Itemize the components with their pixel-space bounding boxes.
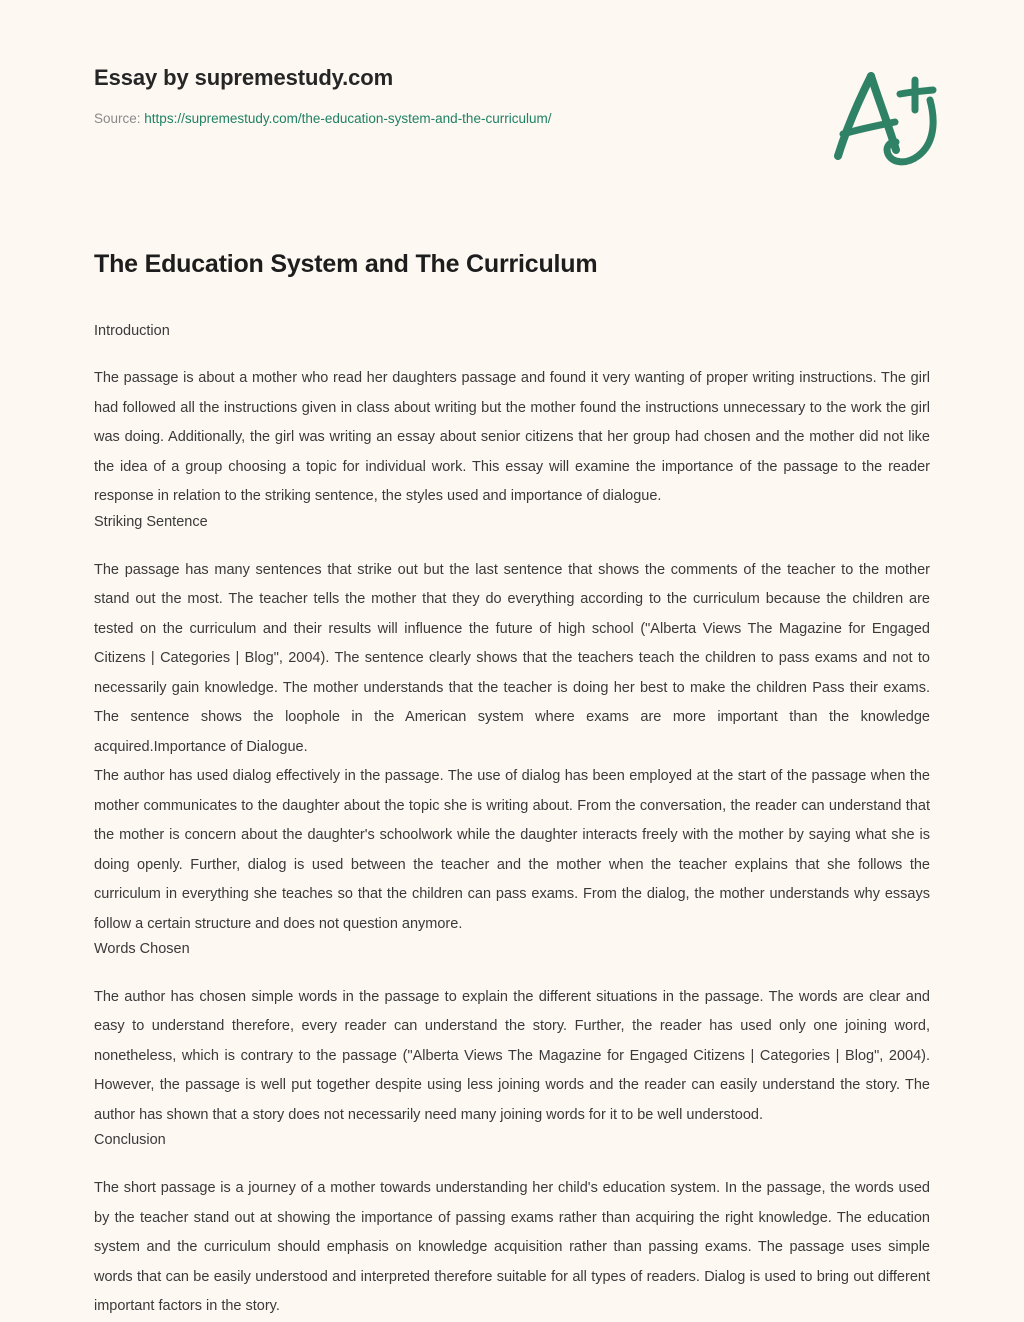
section-heading-striking-sentence: Striking Sentence	[94, 513, 208, 530]
section-words-chosen	[94, 939, 930, 1130]
source-line	[94, 110, 930, 129]
section-paragraph-striking-sentence: The passage has many sentences that strike out but the last sentence that shows the comments of the teacher to the mother stand out the most. The teacher tells the mother that they do everything according to the curriculum because the children are tested on the curriculum and their results will influence the future of high school ("Alberta Views The Magazine for Engaged Citizens | Categories | Blog", 2004). The sentence clearly shows that the teachers teach the children to pass exams and not to necessarily gain knowledge. The mother understands that the teacher is doing her best to make the children Pass their exams. The sentence shows the loophole in the American system where exams are more important than the knowledge acquired.Importance of Dialogue.	[94, 561, 930, 755]
site-title: Essay by supremestudy.com	[94, 65, 394, 90]
section-introduction	[94, 321, 930, 512]
section-paragraph-conclusion: The short passage is a journey of a mother towards understanding her child's education system. In the passage, the words used by the teacher stand out at showing the importance of passing exams rather than acquiring the right knowledge. The education system and the curriculum should emphasis on knowledge acquisition rather than passing exams. The passage uses simple words that can be easily understood and interpreted therefore suitable for all types of readers. Dialog is used to bring out different important factors in the story.	[94, 1180, 930, 1314]
section-importance-of-dialogue	[94, 762, 930, 939]
section-paragraph-introduction: The passage is about a mother who read her daughters passage and found it very wanting of proper writing instructions. The girl had followed all the instructions given in class about writing but the mother found the instructions unnecessary to the work the girl was doing. Additionally, the girl was writing an essay about senior citizens that her group had chosen and the mother did not like the idea of a group choosing a topic for individual work. This essay will examine the importance of the passage to the reader response in relation to the striking sentence, the styles used and importance of dialogue.	[94, 370, 930, 505]
page-title: The Education System and The Curriculum	[94, 250, 598, 278]
section-heading-words-chosen: Words Chosen	[94, 941, 190, 957]
source-url-link[interactable]: https://supremestudy.com/the-education-system-and-the-curriculum/	[144, 110, 552, 126]
section-paragraph-words-chosen: The author has chosen simple words in the passage to explain the different situations in the passage. The words are clear and easy to understand therefore, every reader can understand the story. Further, the reader has used only one joining word, nonetheless, which is contrary to the passage ("Alberta Views The Magazine for Engaged Citizens | Categories | Blog", 2004). However, the passage is well put together despite using less joining words and the reader can easily understand the story. The author has shown that a story does not necessarily need many joining words for it to be well understood.	[94, 988, 930, 1123]
section-heading-conclusion: Conclusion	[94, 1132, 166, 1149]
section-heading-introduction: Introduction	[94, 322, 170, 339]
section-striking-sentence	[94, 512, 930, 762]
site-header	[94, 64, 930, 128]
document-content	[94, 248, 930, 1322]
section-paragraph-importance-of-dialogue: The author has used dialog effectively in the passage. The use of dialog has been employed at the start of the passage when the mother communicates to the daughter about the topic she is writing about. From the conversation, the reader can understand that the mother is concern about the daughter's schoolwork while the daughter interacts freely with the mother by saying what she is doing openly. Further, dialog is used between the teacher and the mother when the teacher explains that she follows the curriculum in everything she teaches so that the children can pass exams. From the dialog, the mother understands why essays follow a certain structure and does not question anymore.	[94, 768, 930, 932]
a-plus-logo-icon	[816, 62, 946, 172]
section-conclusion	[94, 1130, 930, 1321]
source-label: Source:	[94, 110, 141, 126]
